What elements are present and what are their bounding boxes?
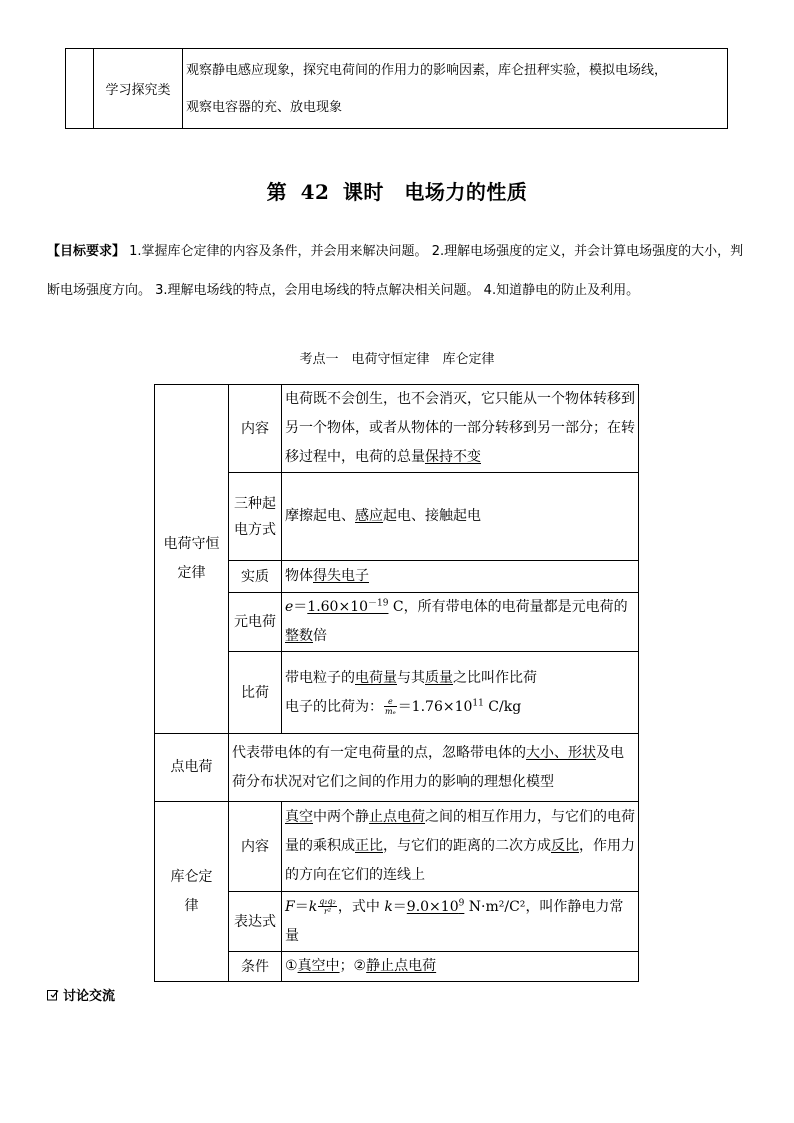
objectives-text: 1.掌握库仑定律的内容及条件，并会用来解决问题。 2.理解电场强度的定义，并会计算电场强度的大小，判断电场强度方向。 3.理解电场线的特点，会用电场线的特点解决相关问题。 4.知道静电的防止及利用。 — [47, 244, 744, 298]
conservation-content-label: 内容 — [229, 385, 282, 473]
expr-k2: k — [384, 898, 393, 915]
expr-label: 表达式 — [229, 892, 282, 952]
expr-fraction — [318, 897, 337, 916]
expr-mantissa: 9.0×10 — [406, 898, 459, 915]
specific-l1-d: 质量 — [425, 669, 453, 686]
cond-d: 静止点电荷 — [366, 958, 437, 974]
methods-text-b: 感应 — [355, 508, 383, 524]
specific-frac-num: e — [384, 697, 397, 707]
section-heading: 考点一 电荷守恒定律 库仑定律 — [299, 352, 495, 367]
cond-b: 真空中 — [297, 958, 340, 974]
expr-exponent: 9 — [458, 897, 465, 908]
expr-value — [407, 899, 465, 915]
expr-end: ，叫作静电力常量 — [285, 898, 624, 944]
conservation-content-key: 保持不变 — [425, 449, 481, 465]
coulomb-c-f: ，与它们的距离的二次方成 — [383, 838, 551, 854]
expr-unit: N·m²/C² — [464, 898, 526, 915]
cond-cell — [282, 952, 639, 982]
expr-eq: ＝ — [294, 898, 309, 915]
specific-unit: C/kg — [483, 698, 522, 715]
specific-l2-b: ＝1.76×10 — [397, 698, 473, 715]
coulomb-c-b: 中两个静 — [313, 809, 369, 825]
specific-cell — [282, 652, 639, 734]
specific-l1-b: 电荷量 — [355, 669, 397, 686]
point-charge-label: 点电荷 — [155, 734, 229, 802]
specific-l1-e: 之比叫作比荷 — [453, 669, 537, 686]
methods-cell — [282, 473, 639, 561]
conservation-content-cell — [282, 385, 639, 473]
methods-text-c: 起电、接触起电 — [383, 508, 481, 524]
top-table — [65, 48, 728, 129]
discussion-label: 讨论交流 — [63, 989, 116, 1004]
specific-label: 比荷 — [229, 652, 282, 734]
coulomb-content-label: 内容 — [229, 802, 282, 892]
edit-check-icon — [47, 989, 59, 1001]
elementary-value — [307, 599, 388, 615]
conservation-content-text: 电荷既不会创生，也不会消灭，它只能从一个物体转移到另一个物体，或者从物体的一部分转移到另一部分；在转移过程中，电荷的总量 — [285, 391, 635, 465]
coulomb-content-cell — [282, 802, 639, 892]
coulomb-c-d: 之间的相互作用力，与它们的电荷量的乘积成 — [285, 809, 635, 854]
table-row — [155, 385, 639, 473]
specific-l1-a: 带电粒子的 — [285, 669, 355, 686]
point-charge-text-c: 及电荷分布状况对它们之间的作用力的影响的理想化模型 — [232, 744, 624, 790]
specific-l2-a: 电子的比荷为： — [285, 698, 383, 715]
knowledge-table — [154, 384, 639, 982]
expr-frac-den: r² — [324, 907, 332, 916]
coulomb-c-c: 止点电荷 — [369, 809, 425, 825]
expr-k: k — [308, 898, 318, 915]
essence-text-a: 物体 — [285, 568, 313, 584]
cond-a: ① — [285, 958, 298, 974]
top-table-blank-cell — [66, 49, 94, 129]
coulomb-c-g: 反比 — [551, 838, 579, 854]
elementary-unit: C — [388, 599, 404, 615]
point-charge-cell — [229, 734, 639, 802]
top-table-description-line1: 观察静电感应现象，探究电荷间的作用力的影响因素，库仑扭秤实验，模拟电场线， — [186, 62, 668, 78]
elementary-eq: ＝ — [293, 599, 308, 615]
objectives-label: 【目标要求】 — [47, 244, 126, 259]
point-charge-text-b: 大小、形状 — [526, 744, 596, 761]
methods-label: 三种起电方式 — [229, 473, 282, 561]
cond-label: 条件 — [229, 952, 282, 982]
coulomb-c-a: 真空 — [285, 809, 313, 825]
specific-line2 — [285, 693, 636, 722]
elementary-mantissa: 1.60×10 — [307, 599, 369, 615]
cond-c: ；② — [339, 958, 367, 974]
specific-l1-c: 与其 — [397, 669, 425, 686]
elementary-end: 倍 — [313, 628, 327, 644]
table-row — [155, 734, 639, 802]
discussion-heading — [47, 985, 115, 1004]
expr-cell — [282, 892, 639, 952]
elementary-exponent: －19 — [368, 598, 389, 609]
methods-text-a: 摩擦起电、 — [285, 508, 355, 524]
top-table-category: 学习探究类 — [94, 49, 183, 129]
top-table-description — [183, 49, 728, 129]
coulomb-header: 库仑定律 — [155, 802, 229, 982]
specific-line1 — [285, 664, 636, 693]
elementary-rest: ，所有带电体的电荷量都是元电荷的 — [403, 599, 628, 615]
essence-cell — [282, 561, 639, 593]
elementary-key: 整数 — [285, 628, 313, 644]
coulomb-c-e: 正比 — [355, 838, 383, 854]
specific-exponent: 11 — [472, 697, 484, 708]
expr-mid: ，式中 — [337, 898, 385, 915]
essence-label: 实质 — [229, 561, 282, 593]
elementary-var: e — [285, 599, 294, 615]
conservation-header: 电荷守恒定律 — [155, 385, 229, 734]
elementary-label: 元电荷 — [229, 593, 282, 652]
coulomb-c-h: ，作用力的方向在它们的连线上 — [285, 838, 635, 883]
expr-eq2: ＝ — [392, 898, 407, 915]
objectives-paragraph — [47, 232, 747, 310]
specific-fraction — [384, 697, 397, 716]
elementary-cell — [282, 593, 639, 652]
top-table-description-line2: 观察电容器的充、放电现象 — [186, 99, 343, 115]
table-row — [155, 802, 639, 892]
expr-frac-num: q₁q₂ — [319, 897, 336, 906]
specific-frac-den: mₑ — [385, 707, 396, 716]
essence-text-b: 得失电子 — [313, 568, 369, 584]
point-charge-text-a: 代表带电体的有一定电荷量的点，忽略带电体的 — [232, 744, 526, 761]
expr-F: F — [285, 898, 295, 915]
lesson-title: 第 42 课时 电场力的性质 — [266, 180, 528, 204]
